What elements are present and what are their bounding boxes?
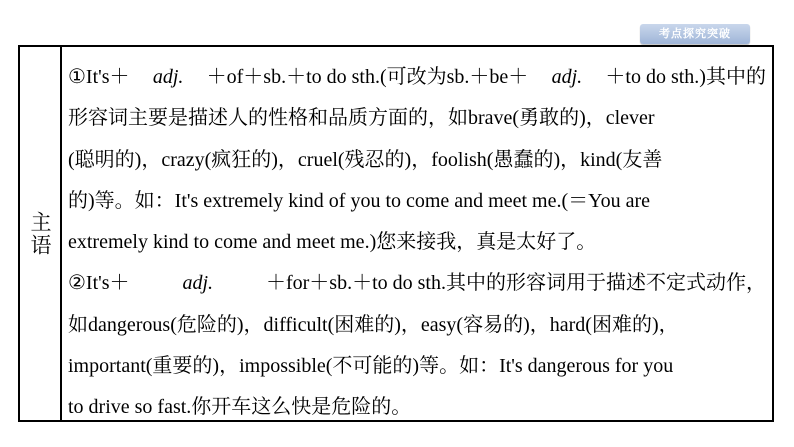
text-line-6: ②It's＋ adj. ＋for＋sb.＋to do sth.其中的形容词用于描述不定式动作， bbox=[68, 272, 766, 295]
grammar-table bbox=[18, 45, 774, 422]
section-badge: 考点探究突破 bbox=[640, 24, 750, 44]
text-line-7: 如dangerous(危险的)，difficult(困难的)，easy(容易的)，hard(困难的)， bbox=[68, 313, 679, 336]
row-label: 主语 bbox=[28, 210, 52, 257]
text-line-8: important(重要的)，impossible(不可能的)等。如：It's dangerous for you bbox=[68, 355, 674, 378]
text-line-9: to drive so fast.你开车这么快是危险的。 bbox=[68, 396, 412, 419]
text-line-5: extremely kind to come and meet me.)您来接我，真是太好了。 bbox=[68, 231, 597, 254]
row-label-cell bbox=[20, 47, 62, 420]
text-line-3: (聪明的)，crazy(疯狂的)，cruel(残忍的)，foolish(愚蠢的)，kind(友善 bbox=[68, 148, 663, 171]
text-line-1: ①It's＋ adj. ＋of＋sb.＋to do sth.(可改为sb.＋be＋ adj. ＋to do sth.)其中的 bbox=[68, 66, 766, 88]
content-cell bbox=[62, 47, 772, 420]
text-line-2: 形容词主要是描述人的性格和品质方面的，如brave(勇敢的)，clever bbox=[68, 107, 655, 130]
text-line-4: 的)等。如：It's extremely kind of you to come and meet me.(＝You are bbox=[68, 189, 651, 212]
